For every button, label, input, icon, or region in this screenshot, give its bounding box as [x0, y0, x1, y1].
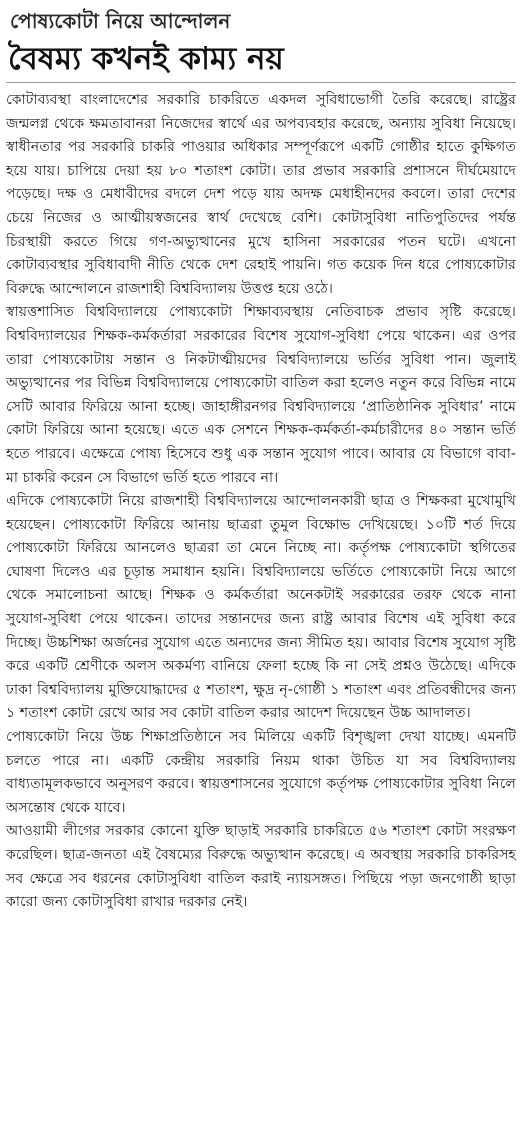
headline-divider	[6, 82, 516, 83]
article-body	[6, 89, 516, 915]
article-headline: বৈষম্য কখনই কাম্য নয়	[8, 41, 284, 77]
paragraph-3: এদিকে পোষ্যকোটা নিয়ে রাজশাহী বিশ্ববিদ্যালয়ে আন্দোলনকারী ছাত্র ও শিক্ষকরা মুখোমুখি হয়েছেন। পোষ্যকোটা ফিরিয়ে আনায় ছাত্ররা তুমুল বিক্ষোভ দেখিয়েছে। ১০টি শর্ত দিয়ে পোষ্যকোটা ফিরিয়ে আনলেও ছাত্ররা তা মেনে নিচ্ছে না। কর্তৃপক্ষ পোষ্যকোটা স্থগিতের ঘোষণা দিলেও এর চূড়ান্ত সমাধান হয়নি। বিশ্ববিদ্যালয়ে ভর্তিতে পোষ্যকোটা নিয়ে আগে থেকে সমালোচনা আছে। শিক্ষক ও কর্মকর্তারা অনেকটাই সরকারের তরফ থেকে নানা সুযোগ-সুবিধা পেয়ে থাকেন। তাদের সন্তানদের জন্য রাষ্ট্র আবার বিশেষ এই সুবিধা করে দিচ্ছে। উচ্চশিক্ষা অর্জনের সুযোগ এতে অন্যদের জন্য সীমিত হয়। আবার বিশেষ সুযোগ সৃষ্টি করে একটি শ্রেণীকে অলস অকর্মণ্য বানিয়ে ফেলা হচ্ছে কি না সেই প্রশ্নও উঠেছে। এদিকে ঢাকা বিশ্ববিদ্যালয় মুক্তিযোদ্ধাদের ৫ শতাংশ, ক্ষুদ্র নৃ-গোষ্ঠী ১ শতাংশ এবং প্রতিবন্ধীদের জন্য ১ শতাংশ কোটা রেখে আর সব কোটা বাতিল করার আদেশ দিয়েছেন উচ্চ আদালত।	[6, 493, 516, 722]
article-kicker: পোষ্যকোটা নিয়ে আন্দোলন	[10, 9, 231, 33]
paragraph-5: আওয়ামী লীগের সরকার কোনো যুক্তি ছাড়াই সরকারি চাকরিতে ৫৬ শতাংশ কোটা সংরক্ষণ করেছিল। ছাত্র-জনতা এই বৈষম্যের বিরুদ্ধে অভ্যুত্থান করেছে। এ অবস্থায় সরকারি চাকরিসহ সব ক্ষেত্রে সব ধরনের কোটাসুবিধা বাতিল করাই ন্যায়সঙ্গত। পিছিয়ে পড়া জনগোষ্ঠী ছাড়া কারো জন্য কোটাসুবিধা রাখার দরকার নেই।	[6, 823, 516, 911]
paragraph-1: কোটাব্যবস্থা বাংলাদেশের সরকারি চাকরিতে একদল সুবিধাভোগী তৈরি করেছে। রাষ্ট্রের জন্মলগ্ন থেকে ক্ষমতাবানরা নিজেদের স্বার্থে এর অপব্যবহার করেছে, অন্যায় সুবিধা নিয়েছে। স্বাধীনতার পর সরকারি চাকরি পাওয়ার অধিকার সম্পূর্ণরূপে একটি গোষ্ঠীর হাতে কুক্ষিগত হয়ে যায়। চাপিয়ে দেয়া হয় ৮০ শতাংশ কোটা। তার প্রভাব সরকারি প্রশাসনে দীর্ঘমেয়াদে পড়েছে। দক্ষ ও মেধাবীদের বদলে দেশ পড়ে যায় অদক্ষ মেধাহীনদের কবলে। তারা দেশের চেয়ে নিজের ও আত্মীয়স্বজনের স্বার্থ দেখেছে বেশি। কোটাসুবিধা নাতিপুতিদের পর্যন্ত চিরস্থায়ী করতে গিয়ে গণ-অভ্যুত্থানের মুখে হাসিনা সরকারের পতন ঘটে। এখনো কোটাব্যবস্থার সুবিধাবাদী নীতি থেকে দেশ রেহাই পায়নি। গত কয়েক দিন ধরে পোষ্যকোটার বিরুদ্ধে আন্দোলনে রাজশাহী বিশ্ববিদ্যালয় উত্তপ্ত হয়ে ওঠে।	[6, 92, 516, 297]
paragraph-2: স্বায়ত্তশাসিত বিশ্ববিদ্যালয়ে পোষ্যকোটা শিক্ষাব্যবস্থায় নেতিবাচক প্রভাব সৃষ্টি করেছে। বিশ্ববিদ্যালয়ের শিক্ষক-কর্মকর্তারা সরকারের বিশেষ সুযোগ-সুবিধা পেয়ে থাকেন। এর ওপর তারা পোষ্যকোটায় সন্তান ও নিকটাত্মীয়দের বিশ্ববিদ্যালয়ে ভর্তির সুবিধা পান। জুলাই অভ্যুত্থানের পর বিভিন্ন বিশ্ববিদ্যালয়ে পোষ্যকোটা বাতিল করা হলেও নতুন করে বিভিন্ন নামে সেটি আবার ফিরিয়ে আনা হচ্ছে। জাহাঙ্গীরনগর বিশ্ববিদ্যালয়ে ‘প্রাতিষ্ঠানিক সুবিধার’ নামে কোটা ফিরিয়ে আনা হয়েছে। এতে এক সেশনে শিক্ষক-কর্মকর্তা-কর্মচারীদের ৪০ সন্তান ভর্তি হতে পারবে। এক্ষেত্রে পোষ্য হিসেবে শুধু এক সন্তান সুযোগ পাবে। আবার যে বিভাগে বাবা-মা চাকরি করেন সে বিভাগে ভর্তি হতে পারবে না।	[6, 304, 516, 486]
paragraph-4: পোষ্যকোটা নিয়ে উচ্চ শিক্ষাপ্রতিষ্ঠানে সব মিলিয়ে একটি বিশৃঙ্খলা দেখা যাচ্ছে। এমনটি চলতে পারে না। একটি কেন্দ্রীয় সরকারি নিয়ম থাকা উচিত যা সব বিশ্ববিদ্যালয় বাধ্যতামূলকভাবে অনুসরণ করবে। স্বায়ত্তশাসনের সুযোগে কর্তৃপক্ষ পোষ্যকোটার সুবিধা নিলে অসন্তোষ থেকে যাবে।	[6, 729, 516, 816]
